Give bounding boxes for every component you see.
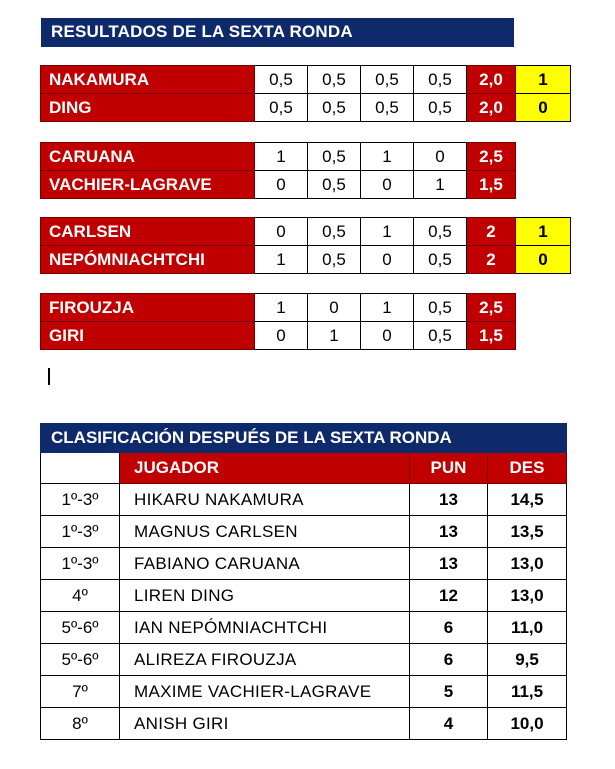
standings-title-row (41, 424, 567, 453)
player-cell: ANISH GIRI (120, 708, 410, 740)
tiebreak-cell: 13,0 (488, 580, 567, 612)
player-cell: ALIREZA FIROUZJA (120, 644, 410, 676)
position-cell: 1º-3º (41, 484, 120, 516)
match-row (41, 66, 571, 94)
results-title: RESULTADOS DE LA SEXTA RONDA (51, 22, 353, 41)
table-row (41, 548, 567, 580)
match-total: 2 (467, 246, 516, 274)
match-total: 1,5 (467, 322, 516, 350)
game-score: 0 (361, 246, 414, 274)
match-row (41, 143, 516, 171)
game-score: 0,5 (308, 246, 361, 274)
tiebreak-cell: 14,5 (488, 484, 567, 516)
match-total: 2,5 (467, 294, 516, 322)
points-cell: 13 (410, 484, 488, 516)
match-row (41, 94, 571, 122)
points-cell: 6 (410, 612, 488, 644)
standings-table (40, 423, 567, 740)
match-row (41, 246, 571, 274)
tiebreak-cell: 11,5 (488, 676, 567, 708)
game-score: 0,5 (255, 94, 308, 122)
game-score: 0 (255, 171, 308, 199)
text-cursor (48, 368, 50, 385)
player-header: JUGADOR (120, 453, 410, 484)
player-cell: LIREN DING (120, 580, 410, 612)
match-total: 2,5 (467, 143, 516, 171)
game-score: 1 (361, 294, 414, 322)
points-header: PUN (410, 453, 488, 484)
game-score: 1 (255, 143, 308, 171)
position-cell: 5º-6º (41, 644, 120, 676)
game-score: 1 (361, 218, 414, 246)
player-name: NAKAMURA (41, 66, 255, 94)
points-cell: 13 (410, 548, 488, 580)
tiebreak-cell: 9,5 (488, 644, 567, 676)
game-score: 0 (255, 322, 308, 350)
game-score: 0 (361, 322, 414, 350)
game-score: 0,5 (361, 66, 414, 94)
points-cell: 6 (410, 644, 488, 676)
points-cell: 5 (410, 676, 488, 708)
game-score: 0,5 (414, 94, 467, 122)
table-row (41, 644, 567, 676)
position-cell: 1º-3º (41, 516, 120, 548)
position-cell: 7º (41, 676, 120, 708)
game-score: 0 (308, 294, 361, 322)
game-score: 0,5 (308, 66, 361, 94)
tiebreak-cell: 13,0 (488, 548, 567, 580)
game-score: 0 (255, 218, 308, 246)
match-table-firouzja-giri (40, 293, 516, 350)
player-name: VACHIER-LAGRAVE (41, 171, 255, 199)
game-score: 1 (361, 143, 414, 171)
game-score: 0,5 (308, 171, 361, 199)
position-cell: 1º-3º (41, 548, 120, 580)
position-cell: 8º (41, 708, 120, 740)
table-row (41, 516, 567, 548)
player-cell: IAN NEPÓMNIACHTCHI (120, 612, 410, 644)
tiebreak-cell: 11,0 (488, 612, 567, 644)
match-total: 2 (467, 218, 516, 246)
match-total: 2,0 (467, 66, 516, 94)
table-row (41, 612, 567, 644)
player-cell: MAGNUS CARLSEN (120, 516, 410, 548)
standings-title: CLASIFICACIÓN DESPUÉS DE LA SEXTA RONDA (41, 424, 567, 453)
player-name: FIROUZJA (41, 294, 255, 322)
tiebreak-cell: 10,0 (488, 708, 567, 740)
match-table-caruana-vachier (40, 142, 516, 199)
match-table-nakamura-ding (40, 65, 571, 122)
game-score: 0,5 (308, 94, 361, 122)
tiebreak-result: 0 (516, 246, 571, 274)
game-score: 1 (255, 294, 308, 322)
tiebreak-header: DES (488, 453, 567, 484)
table-row (41, 708, 567, 740)
points-cell: 13 (410, 516, 488, 548)
tiebreak-result: 0 (516, 94, 571, 122)
game-score: 0,5 (308, 143, 361, 171)
game-score: 1 (308, 322, 361, 350)
game-score: 0 (361, 171, 414, 199)
match-total: 1,5 (467, 171, 516, 199)
game-score: 0,5 (414, 294, 467, 322)
game-score: 0 (414, 143, 467, 171)
position-cell: 4º (41, 580, 120, 612)
position-header (41, 453, 120, 484)
match-row (41, 171, 516, 199)
table-row (41, 676, 567, 708)
game-score: 0,5 (361, 94, 414, 122)
results-title-banner (41, 18, 514, 47)
player-cell: FABIANO CARUANA (120, 548, 410, 580)
table-row (41, 484, 567, 516)
match-table-carlsen-nepomniachtchi (40, 217, 571, 274)
game-score: 0,5 (414, 218, 467, 246)
match-total: 2,0 (467, 94, 516, 122)
game-score: 0,5 (414, 246, 467, 274)
game-score: 0,5 (308, 218, 361, 246)
game-score: 0,5 (414, 322, 467, 350)
game-score: 1 (255, 246, 308, 274)
points-cell: 12 (410, 580, 488, 612)
player-name: GIRI (41, 322, 255, 350)
player-name: CARUANA (41, 143, 255, 171)
table-row (41, 580, 567, 612)
player-name: DING (41, 94, 255, 122)
game-score: 0,5 (255, 66, 308, 94)
standings-header-row (41, 453, 567, 484)
player-cell: MAXIME VACHIER-LAGRAVE (120, 676, 410, 708)
tiebreak-cell: 13,5 (488, 516, 567, 548)
tiebreak-result: 1 (516, 66, 571, 94)
game-score: 0,5 (414, 66, 467, 94)
match-row (41, 322, 516, 350)
player-name: CARLSEN (41, 218, 255, 246)
match-row (41, 218, 571, 246)
player-cell: HIKARU NAKAMURA (120, 484, 410, 516)
game-score: 1 (414, 171, 467, 199)
points-cell: 4 (410, 708, 488, 740)
player-name: NEPÓMNIACHTCHI (41, 246, 255, 274)
match-row (41, 294, 516, 322)
tiebreak-result: 1 (516, 218, 571, 246)
position-cell: 5º-6º (41, 612, 120, 644)
